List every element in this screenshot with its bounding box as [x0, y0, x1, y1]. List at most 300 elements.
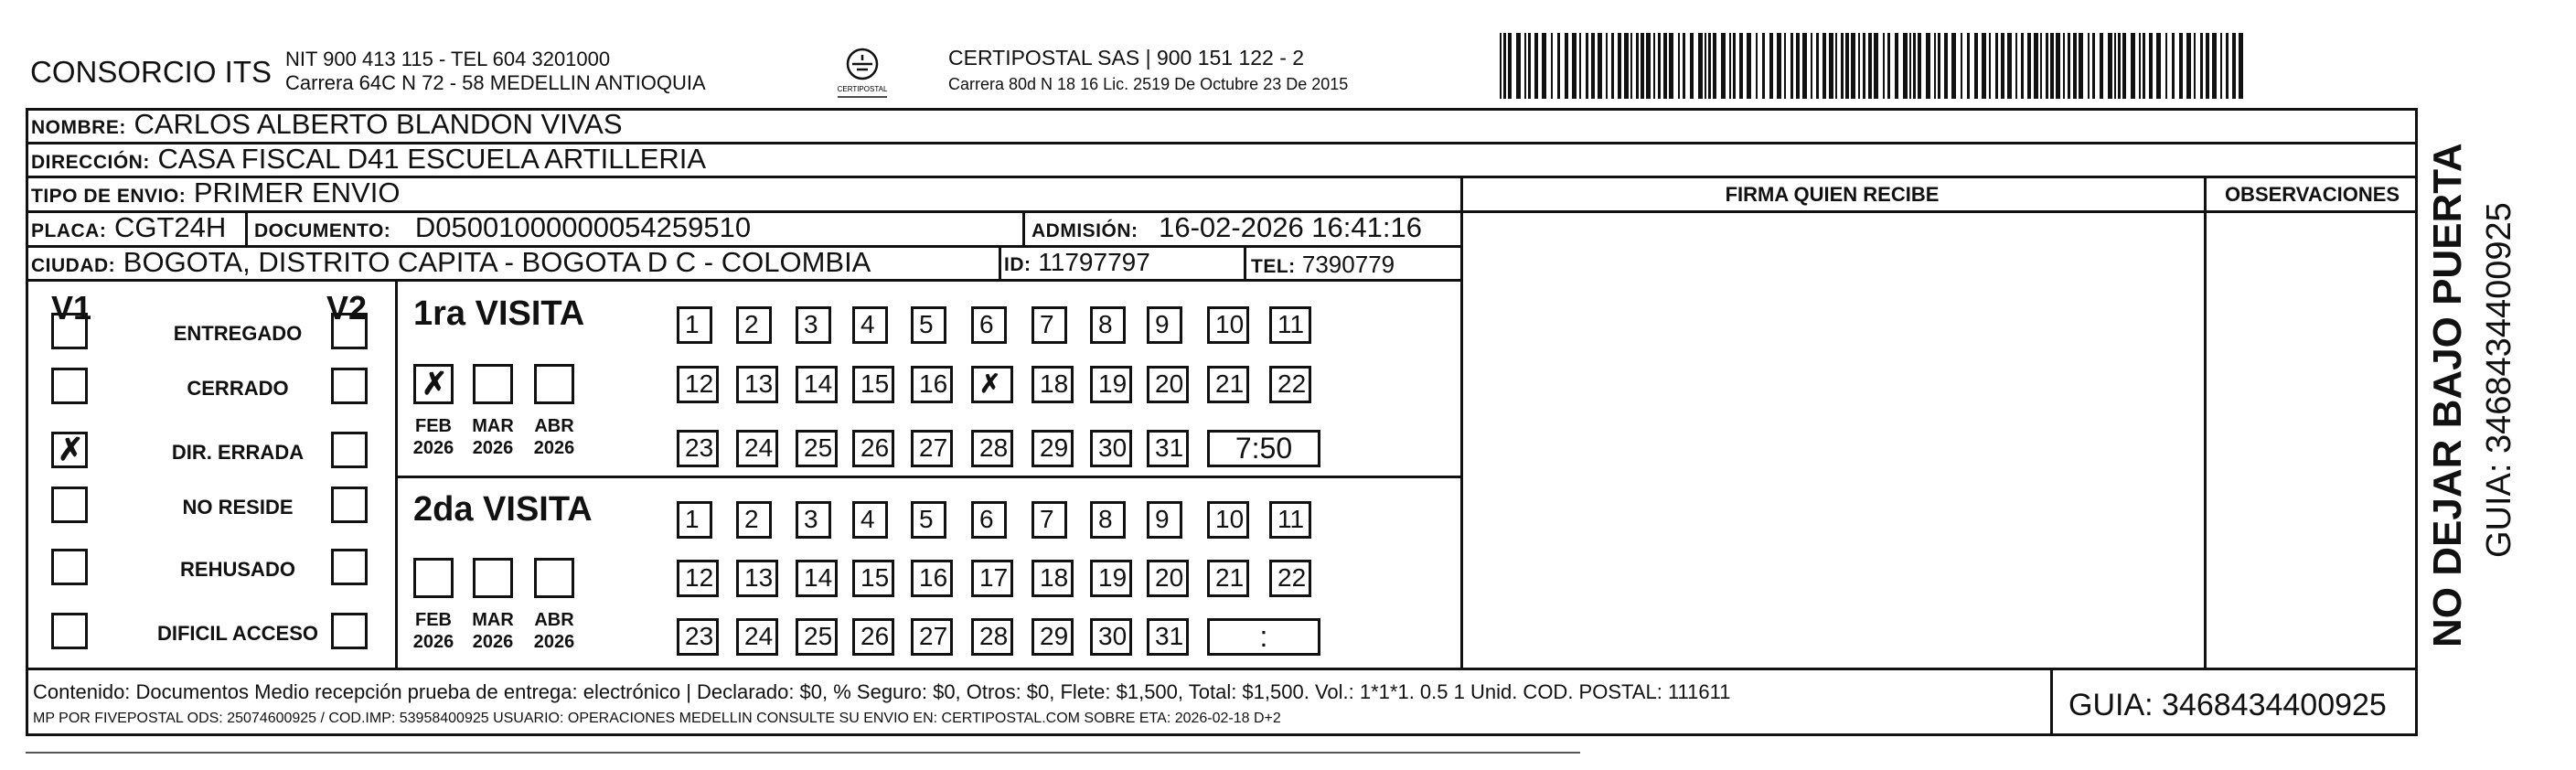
barcode-bar [2046, 33, 2048, 99]
time-box[interactable] [1207, 618, 1320, 656]
barcode-bar [1816, 33, 1819, 99]
status-label: CERRADO [187, 377, 289, 400]
barcode-bar [2100, 33, 2103, 99]
day-box[interactable] [796, 501, 831, 539]
documento-row [254, 212, 751, 247]
side-warning: NO DEJAR BAJO PUERTA [2425, 143, 2470, 647]
barcode-bar [2118, 33, 2121, 99]
day-box[interactable] [1269, 501, 1311, 539]
side-guia: GUIA: 3468434400925 [2480, 202, 2518, 558]
barcode-bar [1802, 33, 1807, 99]
day-number: 12 [685, 369, 714, 398]
barcode-bar [2034, 33, 2038, 99]
barcode-bar [2050, 33, 2054, 99]
day-box[interactable] [736, 501, 772, 539]
day-box[interactable] [736, 430, 778, 467]
day-box[interactable] [1031, 560, 1074, 597]
barcode-bar [2212, 33, 2217, 99]
barcode-bar [1551, 33, 1553, 99]
day-box[interactable] [677, 306, 712, 344]
barcode-bar [2068, 33, 2070, 99]
barcode-bar [2007, 33, 2012, 99]
v1-checkbox[interactable] [51, 549, 88, 585]
day-box[interactable] [677, 430, 719, 467]
barcode-bar [2156, 33, 2161, 99]
barcode-bar [1982, 33, 1986, 99]
year-label: 2026 [412, 632, 454, 652]
month-checkbox[interactable] [473, 364, 513, 404]
month-label: ABR [534, 610, 574, 630]
day-box[interactable] [796, 430, 838, 467]
time-value: : [1259, 620, 1268, 653]
placa-row [31, 212, 226, 247]
v2-checkbox[interactable] [331, 368, 368, 404]
day-box[interactable] [1090, 306, 1126, 344]
barcode-bar [2186, 33, 2191, 99]
documento-value: D05001000000054259510 [414, 211, 752, 243]
day-box[interactable] [1207, 501, 1249, 539]
day-number: 2 [744, 310, 759, 338]
day-box[interactable] [736, 306, 772, 344]
month-label: FEB [415, 610, 452, 630]
barcode-bar [2108, 33, 2112, 99]
footer-line1: Contenido: Documentos Medio recepción prueba de entrega: electrónico | Declarado: $0, % Seguro: $0, Otros: $0, Flete: $1,500, Total: $1,500. Vol.: 1*1*1. 0.5 1 Unid. COD. POSTAL: 111611 [33, 680, 1731, 703]
barcode-bar [1974, 33, 1978, 99]
barcode-bar [2220, 33, 2222, 99]
year-label: 2026 [412, 438, 454, 458]
id-label: ID: [1004, 254, 1031, 275]
status-label: NO RESIDE [182, 496, 294, 519]
v1-checkbox[interactable] [51, 487, 88, 523]
barcode-bar [1598, 33, 1602, 99]
day-box[interactable] [852, 306, 888, 344]
day-box[interactable] [971, 430, 1013, 467]
day-number: 7 [1040, 310, 1054, 338]
day-number: 26 [860, 433, 890, 462]
month-checkbox[interactable] [473, 558, 513, 598]
day-box[interactable] [852, 560, 894, 597]
day-box[interactable] [971, 501, 1007, 539]
barcode-bar [1663, 33, 1667, 99]
day-box[interactable] [911, 366, 953, 403]
day-box[interactable] [796, 618, 838, 656]
day-box[interactable] [911, 501, 946, 539]
day-number: 26 [860, 622, 890, 650]
barcode-bar [1829, 33, 1833, 99]
day-number: 19 [1098, 563, 1128, 592]
barcode-bar [2073, 33, 2077, 99]
day-number: 15 [860, 563, 890, 592]
address-line: Carrera 64C N 72 - 58 MEDELLIN ANTIOQUIA [285, 71, 706, 94]
day-number: 12 [685, 563, 714, 592]
barcode-bar [2114, 33, 2116, 99]
barcode-bar [1729, 33, 1731, 99]
barcode-bar [1636, 33, 1639, 99]
day-box[interactable] [1090, 560, 1132, 597]
barcode-bar [2056, 33, 2060, 99]
day-box[interactable] [1147, 560, 1189, 597]
day-box[interactable] [1031, 306, 1067, 344]
day-box[interactable] [1090, 618, 1132, 656]
barcode-bar [1909, 33, 1911, 99]
day-number: 21 [1215, 369, 1245, 398]
day-box[interactable] [677, 366, 719, 403]
ciudad-label: CIUDAD: [31, 255, 116, 276]
nit-line: NIT 900 413 115 - TEL 604 3201000 [285, 48, 611, 70]
month-check-mark: ✗ [422, 367, 448, 401]
barcode-bar [2131, 33, 2135, 99]
v2-checkbox[interactable] [331, 313, 368, 349]
barcode-bar [2165, 33, 2167, 99]
barcode-bar [2021, 33, 2024, 99]
barcode-bar [1961, 33, 1962, 99]
id-row [1004, 247, 1150, 281]
day-number: 28 [979, 433, 1009, 462]
barcode-bar [1811, 33, 1812, 99]
day-box[interactable] [1090, 501, 1126, 539]
month-checkbox[interactable] [413, 558, 454, 598]
barcode-bar [1863, 33, 1865, 99]
barcode-bar [1557, 33, 1560, 99]
barcode-bar [1784, 33, 1786, 99]
day-box[interactable] [796, 560, 838, 597]
day-box[interactable] [852, 618, 894, 656]
day-box[interactable] [852, 366, 894, 403]
v2-checkbox[interactable] [331, 549, 368, 585]
barcode-bar [2143, 33, 2145, 99]
day-box[interactable] [677, 618, 719, 656]
barcode-bar [1698, 33, 1703, 99]
status-label: DIFICIL ACCESO [156, 622, 318, 645]
v2-checkbox[interactable] [331, 613, 368, 649]
barcode-bar [1835, 33, 1837, 99]
day-number: 24 [744, 433, 774, 462]
barcode-bar [1653, 33, 1655, 99]
day-number: 15 [860, 369, 890, 398]
day-number: 18 [1040, 369, 1069, 398]
barcode-bar [1887, 33, 1890, 99]
year-label: 2026 [533, 632, 575, 652]
day-box[interactable] [796, 366, 838, 403]
month-checkbox[interactable] [534, 558, 574, 598]
day-box[interactable] [1147, 430, 1189, 467]
barcode-bar [1796, 33, 1800, 99]
day-number: 2 [744, 505, 759, 533]
day-box[interactable] [1031, 366, 1074, 403]
barcode-bar [1918, 33, 1921, 99]
day-number: 13 [744, 369, 774, 398]
day-box[interactable] [1147, 306, 1182, 344]
day-number: 23 [685, 433, 714, 462]
barcode-bar [1683, 33, 1685, 99]
barcode-bar [1938, 33, 1940, 99]
day-number: 31 [1155, 433, 1184, 462]
day-number: 14 [804, 563, 833, 592]
tel-value: 7390779 [1301, 251, 1395, 278]
day-box[interactable] [971, 366, 1013, 403]
barcode-bar [2015, 33, 2017, 99]
day-number: 11 [1277, 310, 1305, 338]
year-label: 2026 [472, 438, 514, 458]
barcode-bar [2200, 33, 2203, 99]
day-number: 16 [919, 369, 948, 398]
barcode-bar [1624, 33, 1629, 99]
day-number: 3 [804, 505, 818, 533]
day-number: 23 [685, 622, 714, 650]
day-number: 27 [919, 622, 948, 650]
day-number: 30 [1098, 433, 1128, 462]
day-box[interactable] [1031, 430, 1074, 467]
admision-row [1031, 212, 1422, 247]
v1-label: V1 [51, 289, 92, 326]
day-box[interactable] [1147, 618, 1189, 656]
barcode-bar [1944, 33, 1948, 99]
direccion-label: DIRECCIÓN: [31, 152, 150, 173]
barcode-bar [2063, 33, 2065, 99]
day-number: 5 [919, 505, 934, 533]
visit2-title: 2da VISITA [413, 490, 593, 529]
day-number: 28 [979, 622, 1009, 650]
barcode-bar [1690, 33, 1694, 99]
barcode-bar [1733, 33, 1736, 99]
direccion-row [31, 144, 706, 178]
day-box[interactable] [1269, 306, 1311, 344]
nombre-row [31, 109, 623, 144]
v1-checkbox[interactable] [51, 432, 88, 468]
barcode-bar [1762, 33, 1765, 99]
day-number: 20 [1155, 369, 1184, 398]
day-box[interactable] [736, 618, 778, 656]
day-number: 21 [1215, 563, 1245, 592]
barcode-bar [1858, 33, 1860, 99]
day-number: 9 [1155, 505, 1170, 533]
status-label: ENTREGADO [173, 322, 303, 345]
barcode-bar [1542, 33, 1546, 99]
v2-checkbox[interactable] [331, 432, 368, 468]
month-checkbox[interactable] [534, 364, 574, 404]
day-box[interactable] [911, 306, 946, 344]
barcode-bar [1790, 33, 1793, 99]
v1-checkbox[interactable] [51, 613, 88, 649]
day-number: 3 [804, 310, 818, 338]
barcode-bar [1524, 33, 1526, 99]
barcode-bar [1868, 33, 1872, 99]
documento-label: DOCUMENTO: [254, 220, 391, 241]
barcode-bar [2206, 33, 2209, 99]
v1-checkbox[interactable] [51, 313, 88, 349]
day-number: 5 [919, 310, 934, 338]
barcode-bar [2139, 33, 2141, 99]
day-number: 1 [685, 505, 700, 533]
day-number: 8 [1098, 505, 1113, 533]
day-number: 16 [919, 563, 948, 592]
barcode-bar [2040, 33, 2042, 99]
day-number: 24 [744, 622, 774, 650]
day-box[interactable] [1269, 366, 1311, 403]
ciudad-value: BOGOTA, DISTRITO CAPITA - BOGOTA D C - COLOMBIA [123, 246, 871, 278]
month-label: ABR [534, 416, 574, 436]
barcode-bar [1851, 33, 1855, 99]
barcode-bar [1739, 33, 1743, 99]
barcode-bar [1841, 33, 1844, 99]
barcode-bar [1586, 33, 1588, 99]
barcode-bar [1747, 33, 1751, 99]
day-box[interactable] [1147, 366, 1189, 403]
day-number: 8 [1098, 310, 1113, 338]
barcode-bar [2239, 33, 2243, 99]
barcode-bar [1934, 33, 1936, 99]
day-number: 22 [1277, 369, 1307, 398]
day-box[interactable] [911, 430, 953, 467]
barcode-bar [1769, 33, 1773, 99]
barcode-bar [2027, 33, 2031, 99]
day-box[interactable] [852, 430, 894, 467]
day-number: 7 [1040, 505, 1054, 533]
certipostal-line1: CERTIPOSTAL SAS | 900 151 122 - 2 [948, 46, 1305, 70]
day-number: 13 [744, 563, 774, 592]
day-box[interactable] [677, 501, 712, 539]
day-number: 25 [804, 433, 833, 462]
day-box[interactable] [1207, 366, 1249, 403]
day-box[interactable] [1269, 560, 1311, 597]
barcode-bar [1606, 33, 1608, 99]
barcode-bar [1708, 33, 1711, 99]
barcode-bar [1516, 33, 1521, 99]
day-number: 9 [1155, 310, 1170, 338]
v1-checkbox[interactable] [51, 368, 88, 404]
tel-row [1251, 249, 1395, 283]
barcode-bar [1822, 33, 1826, 99]
day-number: 27 [919, 433, 948, 462]
day-box[interactable] [1031, 501, 1067, 539]
id-value: 11797797 [1038, 248, 1150, 276]
day-box[interactable] [1207, 306, 1249, 344]
day-number: 10 [1215, 505, 1245, 533]
day-number: 6 [979, 310, 994, 338]
barcode-bar [2092, 33, 2095, 99]
barcode-bar [1508, 33, 1512, 99]
barcode-bar [1721, 33, 1726, 99]
month-label: MAR [472, 416, 514, 436]
placa-value: CGT24H [113, 211, 227, 243]
day-number: 25 [804, 622, 833, 650]
barcode-bar [2088, 33, 2090, 99]
day-number: 4 [860, 505, 875, 533]
barcode-bar [1641, 33, 1644, 99]
barcode-bar [1895, 33, 1898, 99]
barcode-bar [1630, 33, 1632, 99]
barcode-bar [2079, 33, 2083, 99]
barcode-bar [2226, 33, 2229, 99]
nombre-label: NOMBRE: [31, 117, 126, 138]
barcode-bar [1995, 33, 1998, 99]
day-box[interactable] [796, 306, 831, 344]
day-box[interactable] [911, 560, 953, 597]
day-box[interactable] [677, 560, 719, 597]
tel-label: TEL: [1251, 256, 1296, 277]
year-label: 2026 [533, 438, 575, 458]
company-name: CONSORCIO ITS [30, 55, 273, 89]
barcode-bar [2001, 33, 2004, 99]
day-box[interactable] [971, 306, 1007, 344]
day-number: 17 [979, 563, 1009, 592]
barcode-bar [2179, 33, 2183, 99]
barcode-bar [1611, 33, 1614, 99]
tipo-label: TIPO DE ENVIO: [31, 186, 187, 207]
year-label: 2026 [472, 632, 514, 652]
status-label: REHUSADO [180, 558, 295, 581]
month-label: MAR [472, 610, 514, 630]
barcode-bar [1528, 33, 1531, 99]
barcode-bar [1713, 33, 1716, 99]
firma-header: FIRMA QUIEN RECIBE [1725, 183, 1940, 206]
barcode-bar [1565, 33, 1568, 99]
day-box[interactable] [736, 560, 778, 597]
day-box[interactable] [1207, 560, 1249, 597]
barcode-bar [1591, 33, 1595, 99]
day-box[interactable] [1147, 501, 1182, 539]
time-value: 7:50 [1235, 432, 1293, 465]
barcode-bar [2149, 33, 2153, 99]
admision-value: 16-02-2026 16:41:16 [1159, 211, 1422, 243]
day-box[interactable] [911, 618, 953, 656]
status-label: DIR. ERRADA [171, 441, 305, 464]
day-number: 1 [685, 310, 700, 338]
day-number: 19 [1098, 369, 1128, 398]
day-number: 20 [1155, 563, 1184, 592]
barcode-bar [1845, 33, 1849, 99]
day-box[interactable] [1090, 366, 1132, 403]
day-number: 11 [1277, 505, 1305, 533]
barcode-bar [1705, 33, 1706, 99]
barcode-bar [1777, 33, 1781, 99]
v2-checkbox[interactable] [331, 487, 368, 523]
day-box[interactable] [1031, 618, 1074, 656]
visit1-title: 1ra VISITA [413, 294, 585, 333]
barcode-bar [1658, 33, 1661, 99]
day-box[interactable] [852, 501, 888, 539]
barcode-bar [1926, 33, 1930, 99]
time-box[interactable] [1207, 430, 1320, 467]
day-box[interactable] [736, 366, 778, 403]
day-number: 10 [1215, 310, 1245, 338]
day-number: 6 [979, 505, 994, 533]
tipo-row [31, 177, 400, 212]
month-label: FEB [415, 416, 452, 436]
barcode-bar [1618, 33, 1621, 99]
day-box[interactable] [971, 560, 1013, 597]
barcode-bar [2194, 33, 2196, 99]
day-box[interactable] [971, 618, 1013, 656]
barcode [1500, 33, 2250, 99]
direccion-value: CASA FISCAL D41 ESCUELA ARTILLERIA [157, 143, 707, 175]
day-number: 30 [1098, 622, 1128, 650]
month-checkbox[interactable] [413, 364, 454, 404]
barcode-bar [1572, 33, 1577, 99]
barcode-bar [2172, 33, 2175, 99]
day-check-mark: ✗ [979, 369, 1001, 398]
barcode-bar [1913, 33, 1916, 99]
v2-label: V2 [326, 289, 368, 326]
day-box[interactable] [1090, 430, 1132, 467]
observaciones-header: OBSERVACIONES [2224, 183, 2400, 206]
barcode-bar [1500, 33, 1502, 99]
barcode-bar [1534, 33, 1538, 99]
certipostal-logo [832, 44, 893, 101]
placa-label: PLACA: [31, 220, 107, 241]
barcode-bar [1874, 33, 1878, 99]
barcode-bar [1503, 33, 1506, 99]
